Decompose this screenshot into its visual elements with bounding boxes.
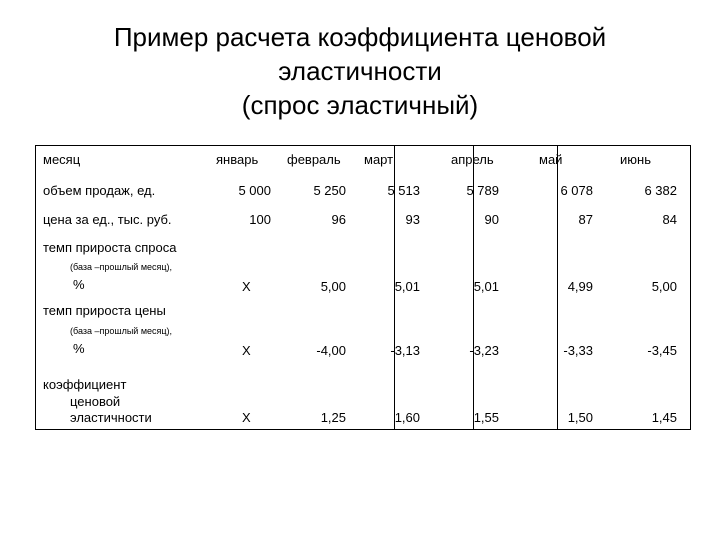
table-cell: -3,13: [390, 343, 420, 358]
table-cell: 5 000: [238, 183, 271, 198]
header-month-label: месяц: [43, 152, 81, 167]
table-cell: 5,01: [394, 279, 420, 294]
table-cell: 6 382: [644, 183, 677, 198]
row-label-price: цена за ед., тыс. руб.: [43, 212, 172, 227]
table-cell: 84: [662, 212, 677, 227]
table-cell: 1,55: [473, 410, 499, 425]
elasticity-table: [35, 145, 691, 430]
table-cell: -3,33: [563, 343, 593, 358]
table-cell: 5 250: [313, 183, 346, 198]
table-cell: -4,00: [316, 343, 346, 358]
table-cell: -3,23: [469, 343, 499, 358]
table-cell: Х: [242, 343, 251, 358]
header-month: апрель: [451, 152, 494, 167]
row-unit: %: [73, 341, 85, 356]
table-cell: 4,99: [567, 279, 593, 294]
table-cell: 5 513: [387, 183, 420, 198]
table-cell: 1,45: [651, 410, 677, 425]
header-month: июнь: [620, 152, 651, 167]
row-label-demand-growth: темп прироста спроса: [43, 240, 177, 255]
header-month: февраль: [287, 152, 341, 167]
table-cell: 5,01: [473, 279, 499, 294]
row-label-coefficient: коэффициент: [43, 377, 127, 392]
row-label-coefficient: ценовой: [70, 394, 121, 409]
table-cell: Х: [242, 279, 251, 294]
table-cell: 93: [405, 212, 420, 227]
table-cell: 1,50: [567, 410, 593, 425]
table-cell: 1,25: [320, 410, 346, 425]
table-cell: 5,00: [651, 279, 677, 294]
header-month: май: [539, 152, 563, 167]
title-line-3: (спрос эластичный): [241, 90, 479, 120]
title-line-1: Пример расчета коэффициента ценовой: [113, 22, 607, 52]
row-note: (база –прошлый месяц),: [70, 262, 173, 272]
title-line-2: эластичности: [278, 56, 442, 86]
row-note: (база –прошлый месяц),: [70, 326, 173, 336]
table-cell: -3,45: [647, 343, 677, 358]
table-cell: 6 078: [560, 183, 593, 198]
table-cell: 96: [331, 212, 346, 227]
row-label-sales: объем продаж, ед.: [43, 183, 156, 198]
header-month: январь: [216, 152, 259, 167]
table-cell: 1,60: [394, 410, 420, 425]
row-label-coefficient: эластичности: [70, 410, 152, 425]
table-cell: 87: [578, 212, 593, 227]
table-cell: Х: [242, 410, 251, 425]
row-label-price-growth: темп прироста цены: [43, 303, 166, 318]
table-cell: 100: [249, 212, 271, 227]
slide-title: [0, 20, 720, 122]
table-cell: 5,00: [320, 279, 346, 294]
header-month: март: [364, 152, 394, 167]
table-cell: 90: [484, 212, 499, 227]
row-unit: %: [73, 277, 85, 292]
table-cell: 5 789: [466, 183, 499, 198]
